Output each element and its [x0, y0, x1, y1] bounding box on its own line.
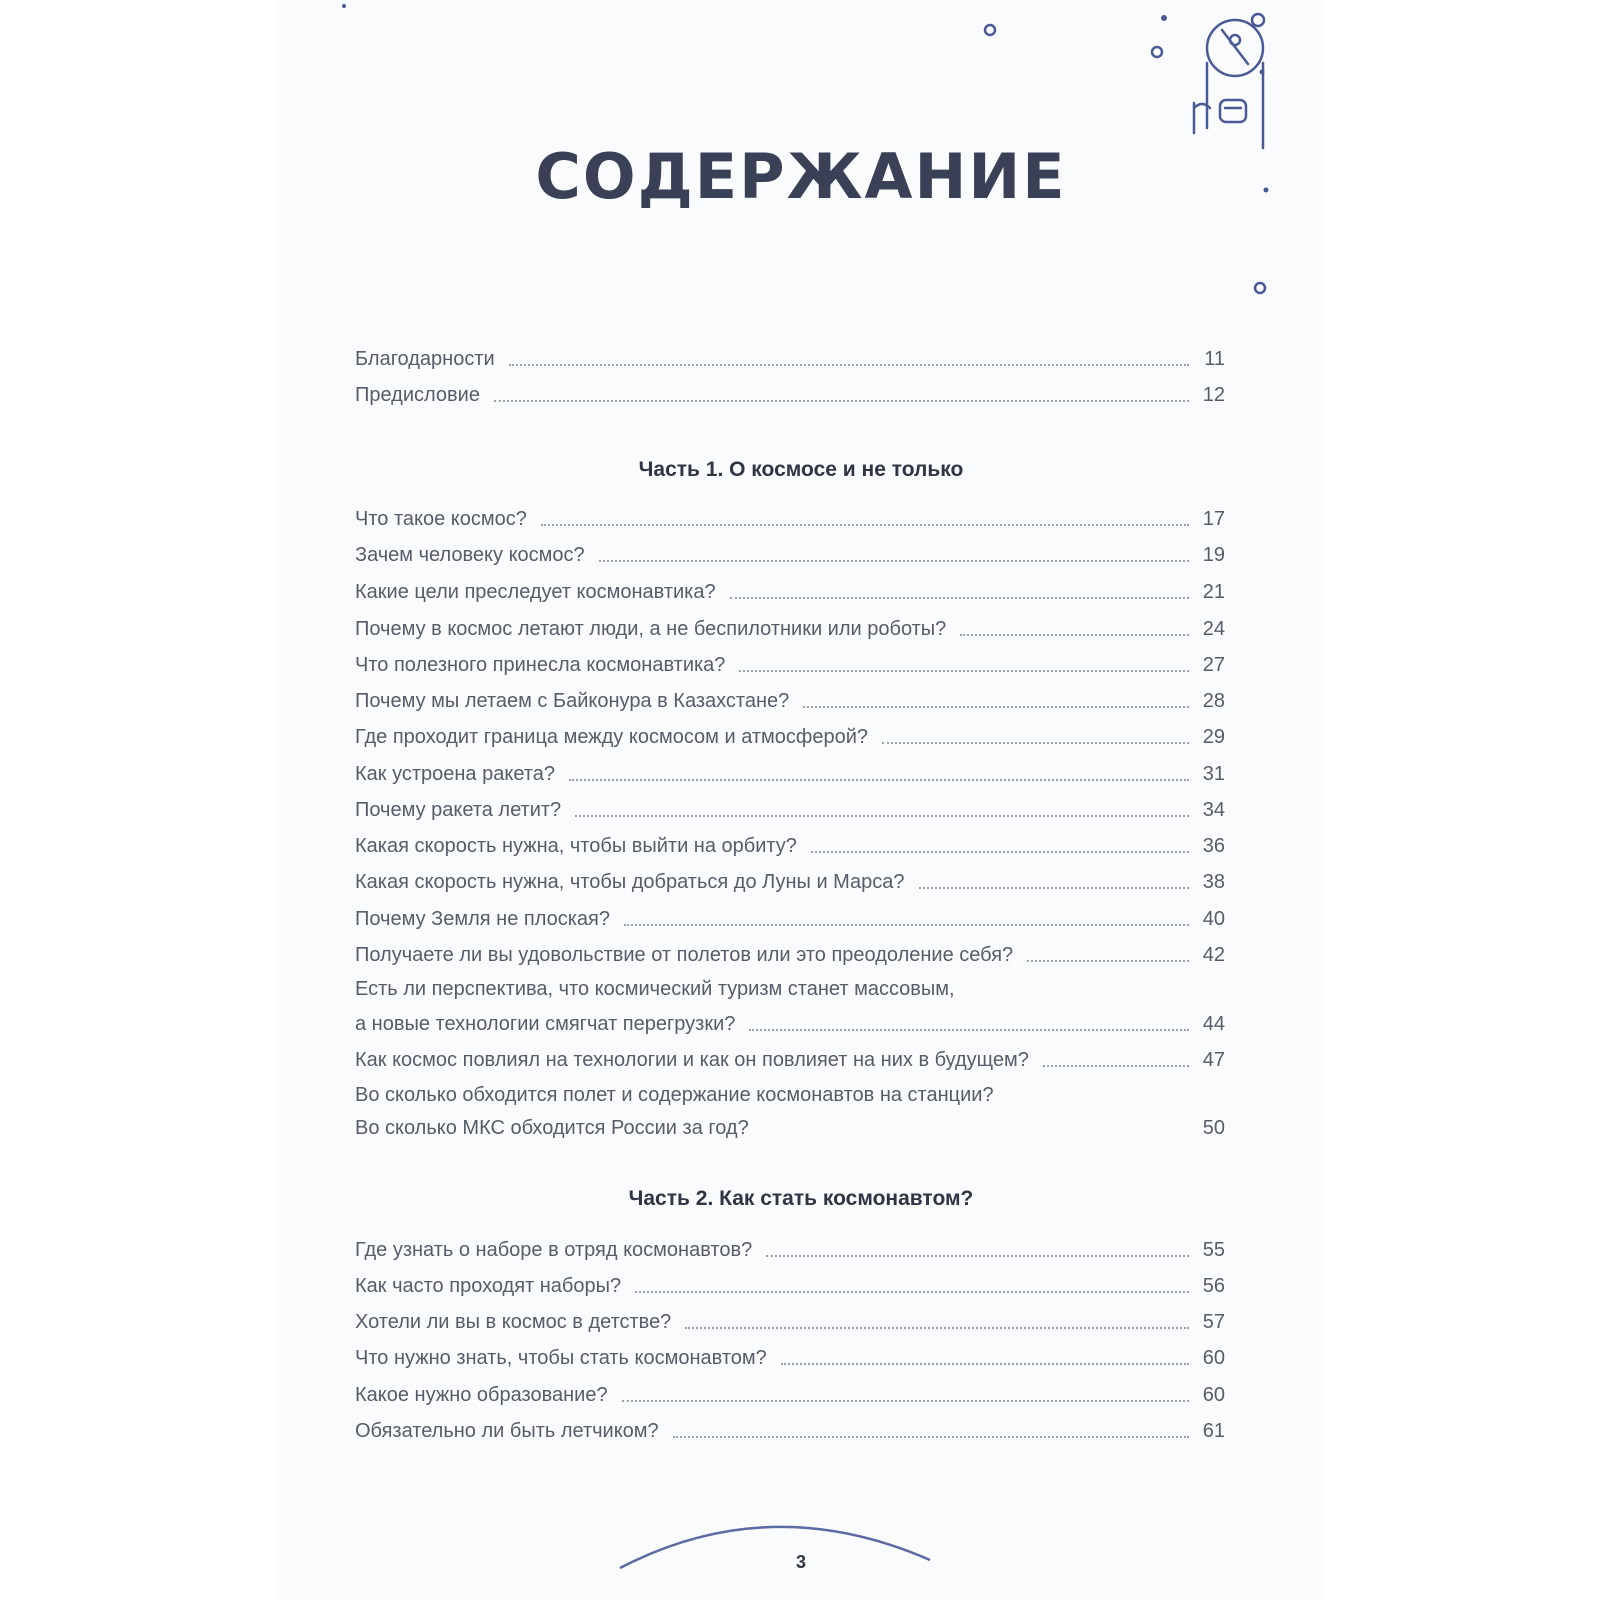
toc-entry-title: Получаете ли вы удовольствие от полетов или это преодоление себя?	[355, 944, 1014, 966]
toc-entry[interactable]	[355, 1116, 1225, 1140]
dot-leader	[730, 597, 1189, 599]
toc-entry[interactable]	[355, 1238, 1225, 1262]
toc-entry-page: 47	[1202, 1049, 1225, 1071]
toc-entry-title: Где узнать о наборе в отряд космонавтов?	[355, 1239, 753, 1261]
dot-leader	[494, 400, 1189, 402]
toc-entry-page: 61	[1202, 1420, 1225, 1442]
toc-entry-title: Как часто проходят наборы?	[355, 1275, 622, 1297]
toc-entry-page: 40	[1202, 908, 1225, 930]
toc-entry-page: 31	[1202, 763, 1225, 785]
dot-leader	[811, 851, 1189, 853]
toc-entry[interactable]	[355, 1274, 1225, 1298]
ring-dot-icon	[1152, 47, 1162, 57]
toc-entry-page: 24	[1202, 618, 1225, 640]
toc-entry-title: Как космос повлиял на технологии и как он повлияет на них в будущем?	[355, 1049, 1029, 1071]
toc-entry-page: 11	[1204, 348, 1225, 370]
toc-entry[interactable]	[355, 653, 1225, 677]
toc-entry-title-line[interactable]: Есть ли перспектива, что космический туризм станет массовым,	[355, 978, 955, 1000]
toc-entry-page: 27	[1202, 654, 1225, 676]
dot-leader	[673, 1436, 1189, 1438]
toc-entry-page: 60	[1202, 1347, 1225, 1369]
dot-leader	[569, 779, 1189, 781]
toc-entry[interactable]	[355, 725, 1225, 749]
toc-entry-title: Хотели ли вы в космос в детстве?	[355, 1311, 672, 1333]
dot-leader	[509, 364, 1189, 366]
toc-entry[interactable]	[355, 1012, 1225, 1036]
toc-entry-page: 38	[1202, 871, 1225, 893]
dot-leader	[622, 1400, 1189, 1402]
dot-leader	[763, 1133, 1189, 1135]
toc-entry[interactable]	[355, 1048, 1225, 1072]
toc-entry[interactable]	[355, 543, 1225, 567]
toc-entry-page: 57	[1202, 1311, 1225, 1333]
toc-entry-title: Как устроена ракета?	[355, 763, 555, 785]
toc-entry-page: 60	[1202, 1384, 1225, 1406]
toc-entry-title: Какие цели преследует космонавтика?	[355, 581, 716, 603]
dot-leader	[749, 1029, 1189, 1031]
toc-entry[interactable]	[355, 1383, 1225, 1407]
toc-entry[interactable]	[355, 834, 1225, 858]
toc-entry[interactable]	[355, 907, 1225, 931]
dot-leader	[960, 634, 1189, 636]
toc-entry-title: Какая скорость нужна, чтобы добраться до Луны и Марса?	[355, 871, 905, 893]
toc-entry-page: 19	[1202, 544, 1225, 566]
toc-entry[interactable]	[355, 798, 1225, 822]
toc-entry[interactable]	[355, 943, 1225, 967]
dot-leader	[882, 742, 1189, 744]
toc-entry-title: Предисловие	[355, 384, 480, 406]
part-heading: Часть 2. Как стать космонавтом?	[628, 1187, 974, 1210]
dot-leader	[624, 924, 1189, 926]
toc-entry-title: Что нужно знать, чтобы стать космонавтом?	[355, 1347, 767, 1369]
toc-entry-title: Зачем человеку космос?	[355, 544, 585, 566]
toc-entry-title: Во сколько МКС обходится России за год?	[355, 1117, 749, 1139]
toc-entry[interactable]	[355, 617, 1225, 641]
toc-entry[interactable]	[355, 347, 1225, 371]
toc-entry[interactable]	[355, 1419, 1225, 1443]
astronaut-helmet-icon	[1180, 8, 1300, 158]
dot-leader	[781, 1363, 1189, 1365]
toc-entry-title: а новые технологии смягчат перегрузки?	[355, 1013, 736, 1035]
part-heading: Часть 1. О космосе и не только	[638, 458, 964, 481]
star-dot-icon	[1161, 15, 1167, 21]
toc-entry-title: Что полезного принесла космонавтика?	[355, 654, 726, 676]
dot-leader	[541, 524, 1189, 526]
toc-entry-page: 34	[1202, 799, 1225, 821]
toc-entry-page: 44	[1202, 1013, 1225, 1035]
ring-dot-icon	[1255, 283, 1265, 293]
toc-entry-title: Где проходит граница между космосом и атмосферой?	[355, 726, 869, 748]
toc-entry-title: Почему мы летаем с Байконура в Казахстане?	[355, 690, 790, 712]
dot-leader	[685, 1327, 1189, 1329]
toc-entry-title: Почему ракета летит?	[355, 799, 562, 821]
toc-entry-page: 12	[1202, 384, 1225, 406]
toc-entry-page: 29	[1202, 726, 1225, 748]
page-number: 3	[795, 1552, 806, 1572]
toc-entry-title: Обязательно ли быть летчиком?	[355, 1420, 659, 1442]
page-title: СОДЕРЖАНИЕ	[535, 140, 1067, 213]
ring-dot-icon	[985, 25, 995, 35]
toc-entry-page: 42	[1202, 944, 1225, 966]
toc-entry[interactable]	[355, 580, 1225, 604]
toc-entry-title: Какое нужно образование?	[355, 1384, 608, 1406]
toc-entry[interactable]	[355, 383, 1225, 407]
dot-leader	[1043, 1065, 1189, 1067]
toc-entry[interactable]	[355, 762, 1225, 786]
toc-entry-page: 50	[1202, 1117, 1225, 1139]
toc-entry-title: Благодарности	[355, 348, 495, 370]
toc-entry-title: Какая скорость нужна, чтобы выйти на орбиту?	[355, 835, 797, 857]
star-dot-icon	[342, 4, 346, 8]
toc-entry-page: 56	[1202, 1275, 1225, 1297]
toc-entry-title-line[interactable]: Во сколько обходится полет и содержание космонавтов на станции?	[355, 1084, 994, 1106]
dot-leader	[919, 887, 1189, 889]
toc-entry-page: 21	[1202, 581, 1225, 603]
toc-entry-page: 28	[1202, 690, 1225, 712]
dot-leader	[635, 1291, 1189, 1293]
toc-entry-title: Что такое космос?	[355, 508, 527, 530]
dot-leader	[575, 815, 1189, 817]
toc-entry-page: 36	[1202, 835, 1225, 857]
dot-leader	[739, 670, 1189, 672]
toc-entry[interactable]	[355, 507, 1225, 531]
toc-entry-title: Почему в космос летают люди, а не беспилотники или роботы?	[355, 618, 947, 640]
dot-leader	[599, 560, 1189, 562]
toc-entry-title: Почему Земля не плоская?	[355, 908, 610, 930]
dot-leader	[766, 1255, 1189, 1257]
toc-entry[interactable]	[355, 870, 1225, 894]
dot-leader	[803, 706, 1189, 708]
toc-entry[interactable]	[355, 1346, 1225, 1370]
toc-entry-page: 55	[1202, 1239, 1225, 1261]
dot-leader	[1027, 960, 1189, 962]
toc-entry[interactable]	[355, 1310, 1225, 1334]
toc-entry-page: 17	[1202, 508, 1225, 530]
toc-entry[interactable]	[355, 689, 1225, 713]
book-page	[280, 0, 1322, 1600]
